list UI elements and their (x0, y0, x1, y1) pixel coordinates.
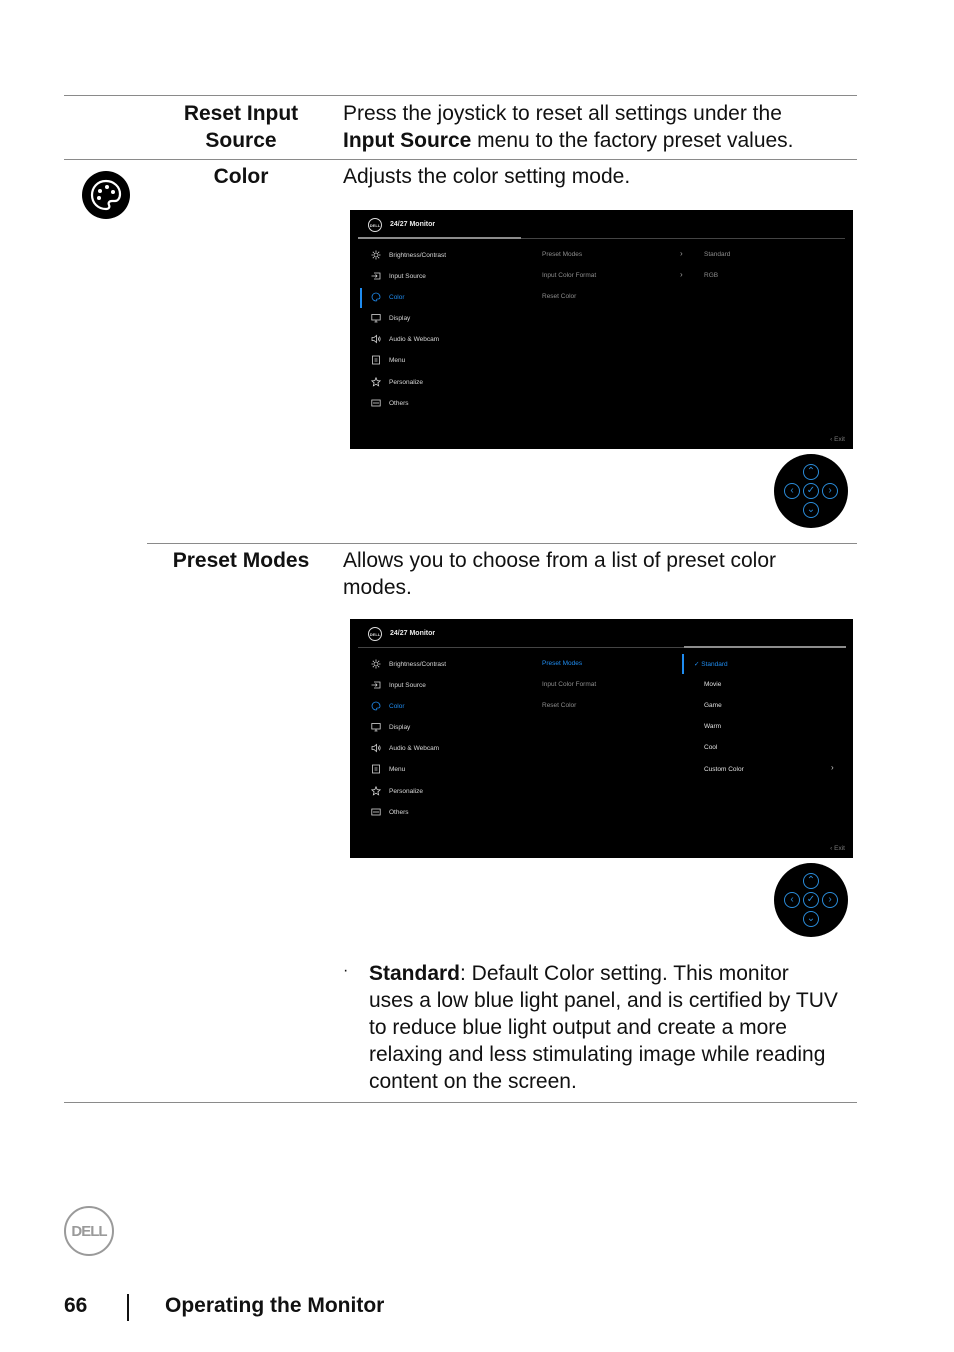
osd-value-rgb: RGB (704, 272, 719, 279)
joystick-up-icon: ⌃ (803, 873, 819, 889)
joystick-center-check-icon: ✓ (803, 892, 819, 908)
osd-preset-game[interactable]: Game (704, 702, 722, 709)
osd-menu-item-others[interactable]: Others (370, 396, 530, 410)
display-icon (370, 721, 382, 733)
section-title: Operating the Monitor (165, 1294, 385, 1317)
osd-menu-item-brightness[interactable]: Brightness/Contrast (370, 248, 530, 262)
menu-icon (370, 763, 382, 775)
star-icon (370, 376, 382, 388)
osd-menu-item-audio-webcam[interactable]: Audio & Webcam (370, 332, 530, 346)
osd-sub-preset-modes[interactable]: Preset Modes (542, 660, 583, 667)
footer-divider (127, 1294, 129, 1321)
speaker-icon (370, 333, 382, 345)
display-icon (370, 312, 382, 324)
reset-input-source-description: Press the joystick to reset all settings under the Input Source menu to the factory preset values. (343, 102, 794, 152)
joystick-down-icon: ⌄ (803, 911, 819, 927)
joystick-left-icon: ‹ (784, 892, 800, 908)
chevron-right-icon: › (680, 270, 683, 279)
color-palette-icon (81, 170, 131, 220)
osd-sub-preset-modes[interactable]: Preset Modes (542, 251, 583, 258)
osd-preset-cool[interactable]: Cool (704, 744, 718, 751)
input-source-icon (370, 270, 382, 282)
color-label: Color (213, 165, 269, 188)
check-icon: ✓ (694, 661, 702, 668)
chevron-right-icon: › (680, 249, 683, 258)
chevron-left-icon: ‹ (830, 845, 835, 852)
osd-menu-item-input-source[interactable]: Input Source (370, 269, 530, 283)
osd-preset-warm[interactable]: Warm (704, 723, 722, 730)
osd-menu-item-input-source[interactable]: Input Source (370, 678, 530, 692)
osd-sub-input-color-format[interactable]: Input Color Format (542, 272, 597, 279)
dell-logo-icon: DELL (368, 218, 382, 232)
joystick-up-icon: ⌃ (803, 464, 819, 480)
color-palette-icon (370, 291, 382, 303)
osd-preset-standard[interactable]: ✓ Standard (694, 661, 728, 668)
osd-preset-custom-color[interactable]: Custom Color (704, 766, 744, 773)
osd-color-menu-screenshot (350, 210, 853, 449)
reset-input-source-label: Reset Input Source (183, 102, 299, 152)
joystick-left-icon: ‹ (784, 483, 800, 499)
osd-menu-item-display[interactable]: Display (370, 720, 530, 734)
preset-row-rule (147, 543, 857, 544)
osd-menu-item-personalize[interactable]: Personalize (370, 784, 530, 798)
brightness-icon (370, 249, 382, 261)
chevron-left-icon: ‹ (830, 436, 835, 443)
dell-logo-icon: DELL (368, 627, 382, 641)
osd-exit[interactable]: ‹ Exit (830, 436, 845, 443)
joystick-icon (774, 454, 848, 528)
preset-modes-label: Preset Modes (172, 549, 310, 572)
standard-note: Standard: Default Color setting. This monitor uses a low blue light panel, and is certified by TUV to reduce blue light output and create a more relaxing and less stimulating image while reading content on the screen. (369, 962, 838, 1093)
joystick-down-icon: ⌄ (803, 502, 819, 518)
osd-value-standard: Standard (704, 251, 731, 258)
osd-exit[interactable]: ‹ Exit (830, 845, 845, 852)
joystick-center-check-icon: ✓ (803, 483, 819, 499)
osd-menu-item-others[interactable]: Others (370, 805, 530, 819)
preset-modes-description: Allows you to choose from a list of preset color modes. (343, 549, 777, 599)
osd-menu-item-brightness[interactable]: Brightness/Contrast (370, 657, 530, 671)
color-palette-icon (370, 700, 382, 712)
brightness-icon (370, 658, 382, 670)
osd-sub-input-color-format[interactable]: Input Color Format (542, 681, 597, 688)
others-icon (370, 806, 382, 818)
joystick-icon (774, 863, 848, 937)
color-row-rule (64, 159, 857, 160)
osd-preset-modes-screenshot (350, 619, 853, 858)
page-number: 66 (64, 1294, 88, 1317)
menu-icon (370, 354, 382, 366)
input-source-icon (370, 679, 382, 691)
osd-menu-item-menu[interactable]: Menu (370, 762, 530, 776)
speaker-icon (370, 742, 382, 754)
osd-sub-reset-color[interactable]: Reset Color (542, 293, 577, 300)
osd-menu-item-color[interactable]: Color (370, 699, 530, 713)
osd-title: 24/27 Monitor (390, 630, 436, 637)
joystick-right-icon: › (822, 892, 838, 908)
osd-menu-item-audio-webcam[interactable]: Audio & Webcam (370, 741, 530, 755)
osd-menu-item-display[interactable]: Display (370, 311, 530, 325)
bottom-rule (64, 1102, 857, 1103)
others-icon (370, 397, 382, 409)
color-description: Adjusts the color setting mode. (343, 165, 631, 188)
osd-preset-movie[interactable]: Movie (704, 681, 722, 688)
osd-menu-item-color[interactable]: Color (370, 290, 530, 304)
osd-menu-item-personalize[interactable]: Personalize (370, 375, 530, 389)
osd-menu-item-menu[interactable]: Menu (370, 353, 530, 367)
star-icon (370, 785, 382, 797)
joystick-right-icon: › (822, 483, 838, 499)
osd-sub-reset-color[interactable]: Reset Color (542, 702, 577, 709)
osd-title: 24/27 Monitor (390, 221, 436, 228)
bullet-icon: · (343, 962, 349, 979)
top-rule (64, 95, 857, 96)
chevron-right-icon: › (831, 763, 834, 772)
dell-logo-icon: DELL (64, 1206, 114, 1256)
